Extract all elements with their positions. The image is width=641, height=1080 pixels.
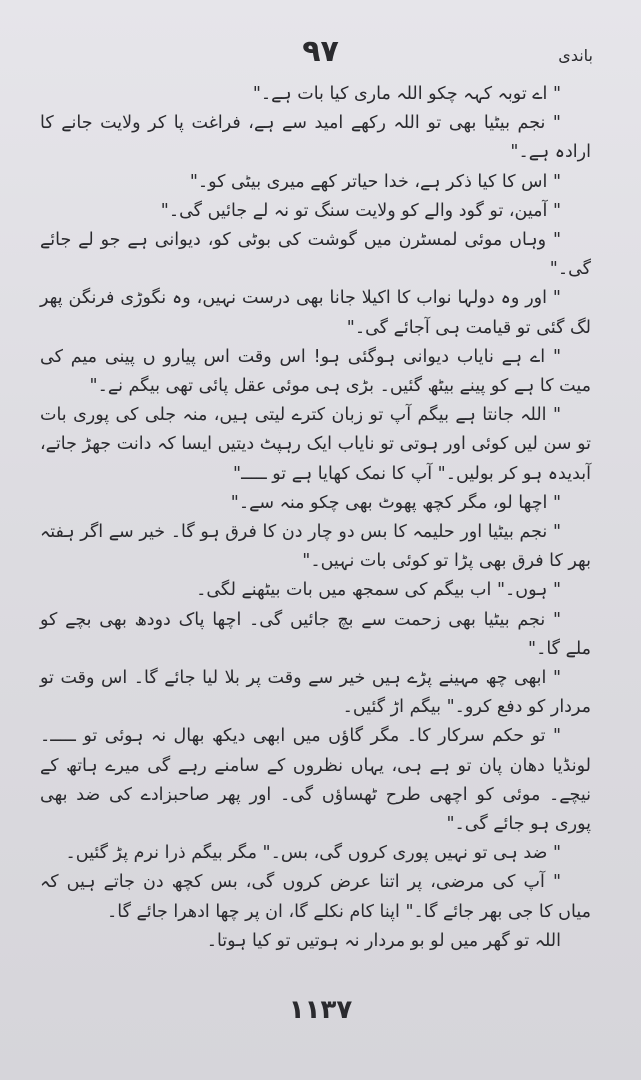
paragraph: " اے ہے نایاب دیوانی ہوگئی ہو! اس وقت اس پیارو ں پینی میم کی میت کا ہے کو پینے بیٹھ گئیں۔ بڑی ہی موئی عقل پائی تھی بیگم نے۔" [40,346,591,397]
paragraph: " ابھی چھ مہینے پڑے ہیں خیر سے وقت پر بلا لیا جائے گا۔ اس وقت تو مردار کو دفع کرو۔" بیگم اڑ گئیں۔ [40,668,591,718]
paragraph: " تو حکم سرکار کا۔ مگر گاؤں میں ابھی دیکھ بھال نہ ہوئی تو ـــــ۔ لونڈیا دھان پان تو ہے ہی، یہاں نظروں کے سامنے رہے گی میرے ہاتھ کے نیچے۔ موئی کو اچھی طرح ٹھساؤں گی۔ اور پھر صاحبزادے کی ضد بھی پوری ہو جائے گی۔" [40,726,591,835]
paragraph: " آپ کی مرضی، پر اتنا عرض کروں گی، بس کچھ دن جاتے ہیں کہ میاں کا جی بھر جائے گا۔" اپنا کام نکلے گا، ان پر چھا ادھرا جائے گا۔ [40,872,591,922]
paragraph: " اے توبہ کہہ چکو اللہ ماری کیا بات ہے۔" [252,84,561,104]
footer-page-number: ۱۱۳۷ [288,995,353,1025]
paragraph: " اچھا لو، مگر کچھ پھوٹ بھی چکو منہ سے۔" [230,492,561,513]
paragraph: " نجم بیٹیا بھی تو اللہ رکھے امید سے ہے، فراغت پا کر ولایت جانے کا ارادہ ہے۔" [40,113,591,163]
paragraph: " آمین، تو گود والے کو ولایت سنگ تو نہ لے جائیں گی۔" [160,200,561,221]
paragraph: " نجم بیٹیا بھی زحمت سے بچ جائیں گی۔ اچھا پاک دودھ بھی بچے کو ملے گا۔" [40,609,591,659]
paragraph: " ضد ہی تو نہیں پوری کروں گی، بس۔" مگر بیگم ذرا نرم پڑ گئیں۔ [65,843,561,864]
paragraph: " وہاں موئی لمسٹرن میں گوشت کی بوٹی کو، دیوانی ہے جو لے جائے گی۔" [40,230,591,280]
paragraph: " اللہ جانتا ہے بیگم آپ تو زبان کترے لیتی ہیں، منہ جلی کی پوری بات تو سن لیں کوئی اور ہوتی تو نایاب ایک رہپٹ دیتیں ایسا کہ دانت جھڑ جاتے، آبدیدہ ہو کر بولیں۔" آپ کا نمک کھایا ہے تو ـــــ" [40,405,591,484]
running-header-title: باندی [558,46,593,65]
paragraph: " اس کا کیا ذکر ہے، خدا حیاتر کھے میری بیٹی کو۔" [189,171,561,192]
page-number: ۹۷ [302,34,339,69]
paragraph: " ہوں۔" اب بیگم کی سمجھ میں بات بیٹھنے لگی۔ [196,580,561,601]
paragraph: " نجم بیٹیا اور حلیمہ کا بس دو چار دن کا فرق ہو گا۔ خیر سے اگر ہفتہ بھر کا فرق بھی پڑا تو کوئی بات نہیں۔" [40,522,591,572]
text-body [40,80,591,956]
paragraph: " اور وہ دولہا نواب کا اکیلا جانا بھی درست نہیں، وہ نگوڑی فرنگن پھر لگ گئی تو قیامت ہی آجائے گی۔" [40,288,591,338]
paragraph: اللہ تو گھر میں لو بو مردار نہ ہوتیں تو کیا ہوتا۔ [206,930,561,951]
